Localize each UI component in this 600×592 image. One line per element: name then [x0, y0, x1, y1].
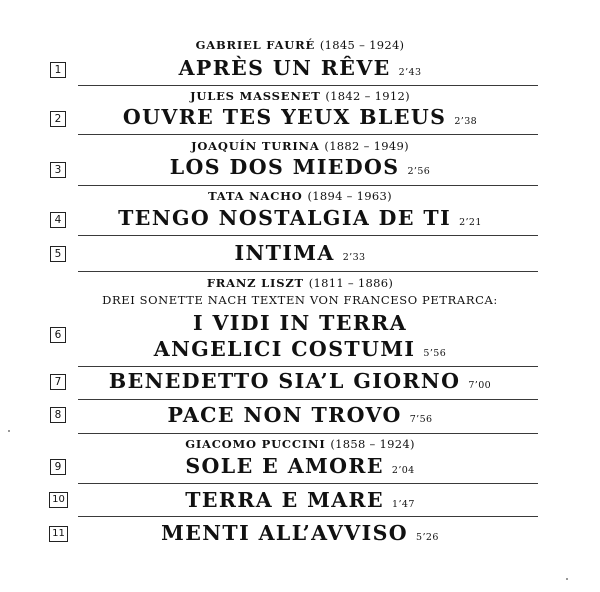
track-number-box: 7: [50, 374, 66, 390]
track-number-box: 4: [50, 212, 66, 228]
track-duration: 2’38: [454, 116, 478, 127]
track-title-line: [0, 488, 600, 517]
track-duration: 2’56: [407, 166, 431, 177]
track-title-line: [0, 337, 600, 366]
track-duration: 7’56: [409, 414, 433, 425]
track-title: BENEDETTO SIA’L GIORNO: [108, 369, 461, 393]
track-title-line: [0, 369, 600, 398]
track-duration: 7’00: [468, 380, 492, 391]
composer-name: JULES MASSENET: [190, 89, 321, 103]
composer-dates: (1894 – 1963): [307, 189, 392, 203]
composer-name: GABRIEL FAURÉ: [195, 38, 316, 52]
divider: [78, 235, 538, 236]
track-duration: 5’26: [416, 532, 439, 543]
track-title: MENTI ALL’AVVISO: [161, 521, 409, 545]
track-number-box: 6: [50, 327, 66, 343]
composer-name: JOAQUÍN TURINA: [191, 139, 320, 153]
scan-speck: [566, 578, 568, 580]
track-title: TENGO NOSTALGIA DE TI: [118, 206, 452, 230]
track-duration: 5’56: [423, 348, 447, 359]
track-title-line: [0, 56, 600, 85]
divider: [78, 85, 538, 86]
track-title-line2: ANGELICI COSTUMI: [153, 337, 416, 361]
track-title: INTIMA: [234, 241, 335, 265]
track-title: TERRA E MARE: [185, 488, 385, 512]
track-number-box: 3: [50, 162, 66, 178]
composer-heading: [0, 38, 600, 52]
composer-dates: (1882 – 1949): [324, 139, 409, 153]
divider: [78, 516, 538, 517]
track-number-box: 11: [49, 526, 68, 542]
composer-heading: [0, 437, 600, 451]
track-title-line1: I VIDI IN TERRA: [192, 311, 408, 335]
track-title-line: [0, 311, 600, 335]
track-title-line: [0, 105, 600, 134]
composer-name: FRANZ LISZT: [206, 276, 304, 290]
track-number-box: 10: [49, 492, 68, 508]
track-number-box: 1: [50, 62, 66, 78]
track-duration: 2’43: [398, 67, 422, 78]
divider: [78, 366, 538, 367]
track-duration: 1’47: [392, 499, 415, 510]
track-title-line: [0, 403, 600, 432]
composer-name: GIACOMO PUCCINI: [185, 437, 326, 451]
track-duration: 2’04: [391, 465, 415, 476]
track-number-box: 5: [50, 246, 66, 262]
track-title: LOS DOS MIEDOS: [169, 155, 400, 179]
track-duration: 2’33: [342, 252, 366, 263]
composer-dates: (1845 – 1924): [319, 38, 405, 52]
track-number-box: 2: [50, 111, 66, 127]
composer-heading: [0, 139, 600, 153]
composer-heading: [0, 189, 600, 203]
divider: [78, 271, 538, 272]
divider: [78, 185, 538, 186]
liszt-subtitle: DREI SONETTE NACH TEXTEN VON FRANCESO PETRARCA:: [102, 293, 498, 307]
track-number-box: 8: [50, 407, 66, 423]
scan-speck: [8, 430, 10, 432]
track-title-line: [0, 206, 600, 235]
composer-heading: [0, 89, 600, 103]
divider: [78, 399, 538, 400]
track-title-line: [0, 521, 600, 550]
composer-name: TATA NACHO: [208, 189, 303, 203]
track-title-line: [0, 241, 600, 270]
composer-heading: [0, 276, 600, 290]
divider: [78, 134, 538, 135]
track-title: APRÈS UN RÊVE: [178, 56, 391, 80]
track-title: SOLE E AMORE: [185, 454, 384, 478]
track-title: OUVRE TES YEUX BLEUS: [122, 105, 447, 129]
composer-dates: (1811 – 1886): [308, 276, 394, 290]
composer-dates: (1842 – 1912): [325, 89, 410, 103]
track-duration: 2’21: [459, 217, 482, 228]
track-title: PACE NON TROVO: [167, 403, 402, 427]
divider: [78, 483, 538, 484]
divider: [78, 433, 538, 434]
track-number-box: 9: [50, 459, 66, 475]
track-title-line: [0, 155, 600, 184]
composer-dates: (1858 – 1924): [330, 437, 415, 451]
track-title-line: [0, 454, 600, 483]
